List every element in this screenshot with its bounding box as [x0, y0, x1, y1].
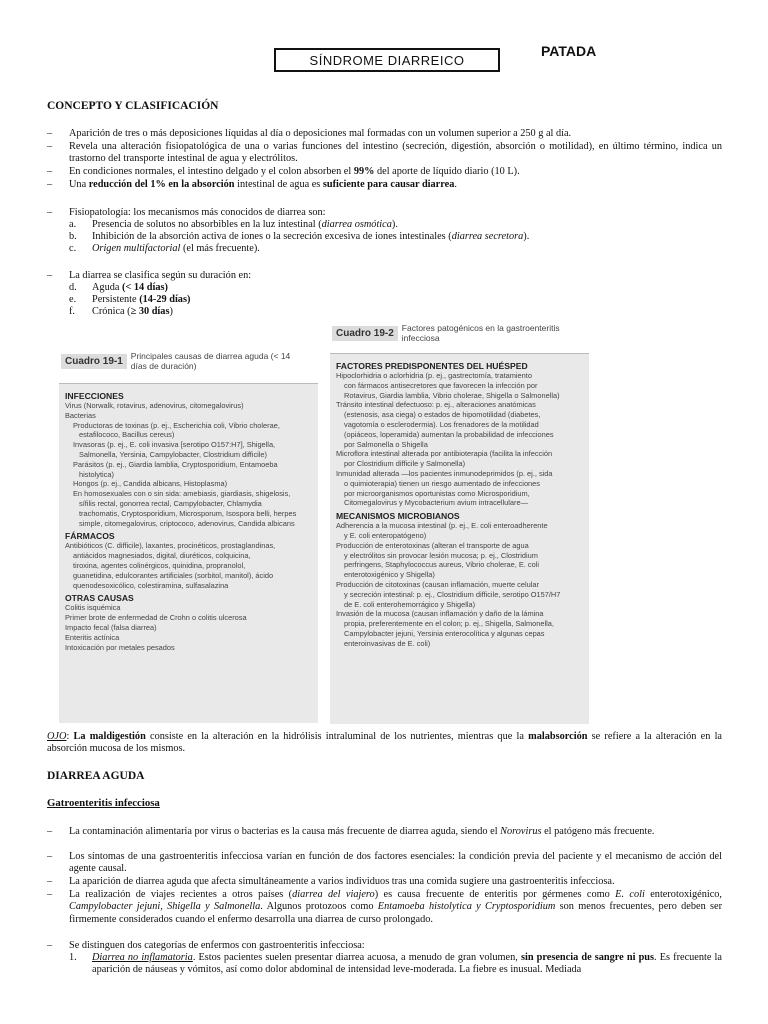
- bullet-dash: –: [47, 128, 53, 139]
- table-number: Cuadro 19-1: [61, 354, 127, 369]
- table-row: Salmonella, Yersinia, Campylobacter, Clostridium difficile): [79, 449, 267, 459]
- table-section-heading: MECANISMOS MICROBIANOS: [336, 511, 460, 522]
- table-section-heading: INFECCIONES: [65, 391, 124, 401]
- sub-label: b.: [69, 231, 77, 242]
- list-item: La realización de viajes recientes a otros países (diarrea del viajero) es causa frecuente de enteritis por gérmenes como E. coli enterotoxigénico, Campylobacter jejuni, Shigella y Salmonella. Algunos protozoos como Entamoeba histolytica y Cryptosporidium son menos frecuentes, pero deben ser firmemente considerados cuando el enfermo desarrolla una diarrea de curso prolongado.: [69, 889, 722, 925]
- table-row: Adherencia a la mucosa intestinal (p. ej., E. coli enteroadherente: [336, 521, 548, 531]
- bullet-dash: –: [47, 141, 53, 152]
- table-row: Inmunidad alterada —los pacientes inmunodeprimidos (p. ej., sida: [336, 468, 553, 478]
- bullet-dash: –: [47, 270, 53, 281]
- bullet-dash: –: [47, 826, 53, 837]
- table-header: [330, 321, 589, 354]
- table-row: (estenosis, asa ciega) o estados de hipomotilidad (diabetes,: [344, 410, 541, 420]
- table-title: Factores patogénicos en la gastroenteritis infecciosa: [401, 323, 560, 343]
- table-row: guanetidina, edulcorantes artificiales (sorbitol, manitol), ácido: [73, 570, 274, 580]
- table-row: Parásitos (p. ej., Giardia lamblia, Cryptosporidium, Entamoeba: [73, 459, 278, 469]
- table-row: trachomatis, Cryptosporidium, Microsporum, Isospora belli, herpes: [79, 508, 297, 518]
- table-row: Microflora intestinal alterada por antibioterapia (facilita la infección: [336, 449, 553, 459]
- table-row: Rotavirus, Giardia lamblia, Vibrio cholerae, Shigella o Salmonella): [344, 390, 560, 400]
- table-body: [330, 354, 589, 653]
- table-row: Enteritis actínica: [65, 632, 120, 642]
- table-section-heading: FÁRMACOS: [65, 531, 115, 542]
- table-row: quenodesoxicólico, colestiramina, sulfasalazina: [73, 580, 229, 590]
- sub-item: Diarrea no inflamatoria. Estos pacientes suelen presentar diarrea acuosa, a menudo de gran volumen, sin presencia de sangre ni pus. Es frecuente la aparición de náuseas y vómitos, así como dolor abdominal de intensidad leve-moderada. La fiebre es inusual. Mediada: [92, 952, 722, 976]
- table-row: y electrólitos sin provocar lesión mucosa; p. ej., Clostridium: [344, 550, 538, 560]
- table-row: enteroinvasivas de E. coli): [344, 638, 431, 648]
- table-row: enterotoxigénico y Shigella): [344, 570, 435, 580]
- table-row: vagotomía o esclerodermia). Los frenadores de la motilidad: [344, 419, 539, 429]
- table-row: propia, preferentemente en el colon; p. ej., Shigella, Salmonella,: [344, 619, 554, 629]
- sub-label: c.: [69, 243, 77, 254]
- subsection-heading: Gatroenteritis infecciosa: [47, 797, 160, 809]
- section-heading-acute: DIARREA AGUDA: [47, 770, 145, 782]
- table-header: [59, 349, 318, 384]
- list-item: La contaminación alimentaria por virus o bacterias es la causa más frecuente de diarrea aguda, siendo el Norovirus el patógeno más frecuente.: [69, 826, 655, 837]
- list-item: La diarrea se clasifica según su duración en:: [69, 270, 252, 281]
- sub-label: e.: [69, 294, 77, 305]
- table-section-heading: OTRAS CAUSAS: [65, 593, 134, 604]
- table-row: Invasión de la mucosa (causan inflamación y daño de la lámina: [336, 609, 544, 619]
- table-row: Productoras de toxinas (p. ej., Escherichia coli, Vibrio cholerae,: [73, 420, 280, 430]
- section-heading-concept: CONCEPTO Y CLASIFICACIÓN: [47, 100, 219, 112]
- table-row: estafilococo, Bacillus cereus): [79, 430, 175, 440]
- bullet-dash: –: [47, 940, 53, 951]
- list-item: Revela una alteración fisiopatológica de una o varias funciones del intestino (secreción, digestión, absorción o motilidad), en último término, indica un trastorno del transporte intestinal de agua y electrólitos.: [69, 141, 722, 165]
- table-row: Tránsito intestinal defectuoso: p. ej., alteraciones anatómicas: [336, 400, 536, 410]
- table-number: Cuadro 19-2: [332, 326, 398, 341]
- sub-label: 1.: [69, 952, 77, 963]
- table-row: histolytica): [79, 469, 114, 479]
- sub-item: Inhibición de la absorción activa de iones o la secreción excesiva de iones intestinales (diarrea secretora).: [92, 231, 530, 242]
- table-section-heading: FACTORES PREDISPONENTES DEL HUÉSPED: [336, 361, 528, 371]
- table-row: perfringens, Staphylococcus aureus, Vibrio cholerae, E. coli: [344, 560, 540, 570]
- list-item: Aparición de tres o más deposiciones líquidas al día o deposiciones mal formadas con un volumen superior a 250 g al día.: [69, 128, 572, 139]
- table-cuadro-19-2: [330, 321, 589, 724]
- list-item: Fisiopatología: los mecanismos más conocidos de diarrea son:: [69, 207, 326, 218]
- table-row: de E. coli enterohemorrágico y Shigella): [344, 599, 476, 609]
- table-row: o quimioterapia) tienen un riesgo aumentado de infecciones: [344, 478, 540, 488]
- table-row: En homosexuales con o sin sida: amebiasis, giardiasis, shigelosis,: [73, 489, 291, 499]
- sub-label: d.: [69, 282, 77, 293]
- bullet-dash: –: [47, 851, 53, 862]
- table-row: Impacto fecal (falsa diarrea): [65, 622, 157, 632]
- table-row: por microorganismos oportunistas como Microsporidium,: [344, 488, 530, 498]
- list-item: Una reducción del 1% en la absorción intestinal de agua es suficiente para causar diarrea.: [69, 179, 457, 190]
- sub-item: Aguda (< 14 días): [92, 282, 168, 293]
- table-cuadro-19-1: [59, 349, 318, 723]
- sub-item: Presencia de solutos no absorbibles en la luz intestinal (diarrea osmótica).: [92, 219, 398, 230]
- table-row: con fármacos antisecretores que favorecen la infección por: [344, 380, 538, 390]
- table-row: simple, citomegalovirus, criptococo, adenovirus, Candida albicans: [79, 518, 295, 528]
- bullet-dash: –: [47, 207, 53, 218]
- table-row: Antibióticos (C. difficile), laxantes, procinéticos, prostaglandinas,: [65, 541, 276, 551]
- table-row: Colitis isquémica: [65, 603, 121, 613]
- bullet-dash: –: [47, 179, 53, 190]
- document-title: SÍNDROME DIARREICO: [274, 48, 500, 72]
- list-item: Los síntomas de una gastroenteritis infecciosa varían en función de dos factores esenciales: la condición previa del paciente y el mecanismo de acción del agente causal.: [69, 851, 722, 875]
- sub-item: Crónica (≥ 30 días): [92, 306, 173, 317]
- bullet-dash: –: [47, 889, 53, 900]
- table-row: por Clostridium difficile y Salmonella): [344, 459, 466, 469]
- list-item: En condiciones normales, el intestino delgado y el colon absorben el 99% del aporte de líquido diario (10 L).: [69, 166, 520, 177]
- table-row: Hongos (p. ej., Candida albicans, Histoplasma): [73, 479, 228, 489]
- table-row: Virus (Norwalk, rotavirus, adenovirus, citomegalovirus): [65, 401, 244, 410]
- table-row: y secreción intestinal: p. ej., Clostridium difficile, serotipo O157/H7: [344, 589, 561, 599]
- list-item: La aparición de diarrea aguda que afecta simultáneamente a varios individuos tras una comida sugiere una gastroenteritis infecciosa.: [69, 876, 615, 887]
- header-tag: PATADA: [541, 43, 597, 59]
- sub-label: f.: [69, 306, 76, 317]
- sub-item: Origen multifactorial (el más frecuente).: [92, 243, 260, 254]
- table-row: tiroxina, agentes colinérgicos, quinidina, propranolol,: [73, 560, 246, 570]
- table-row: y E. coli enteropatógeno): [344, 530, 427, 540]
- table-row: Producción de enterotoxinas (alteran el transporte de agua: [336, 540, 529, 550]
- table-row: Campylobacter jejuni, Yersinia enterocolítica y algunas cepas: [344, 628, 545, 638]
- table-row: Hipoclorhidria o aclorhidria (p. ej., gastrectomía, tratamiento: [336, 371, 532, 380]
- table-row: antiácidos magnesiados, digital, diuréticos, colquicina,: [73, 551, 251, 561]
- sub-item: Persistente (14-29 días): [92, 294, 191, 305]
- table-row: Intoxicación por metales pesados: [65, 642, 175, 652]
- table-row: sífilis rectal, gonorrea rectal, Campylobacter, Chlamydia: [79, 498, 262, 508]
- table-body: [59, 384, 318, 656]
- table-row: Producción de citotoxinas (causan inflamación, muerte celular: [336, 579, 539, 589]
- table-row: Primer brote de enfermedad de Crohn o colitis ulcerosa: [65, 613, 247, 623]
- bullet-dash: –: [47, 876, 53, 887]
- table-row: Invasoras (p. ej., E. coli invasiva [serotipo O157:H7], Shigella,: [73, 440, 276, 450]
- table-row: Bacterias: [65, 410, 96, 420]
- table-title: Principales causas de diarrea aguda (< 14 días de duración): [130, 351, 291, 371]
- table-row: Citomegalovirus y Mycobacterium avium intracellulare—: [344, 498, 529, 508]
- table-row: por Salmonella o Shigella: [344, 439, 428, 449]
- ojo-note: OJO: La maldigestión consiste en la alteración en la hidrólisis intraluminal de los nutrientes, mientras que la malabsorción se refiere a la alteración en la absorción mucosa de los mismos.: [47, 731, 723, 755]
- sub-label: a.: [69, 219, 77, 230]
- bullet-dash: –: [47, 166, 53, 177]
- list-item: Se distinguen dos categorías de enfermos con gastroenteritis infecciosa:: [69, 940, 365, 951]
- table-row: (opiáceos, loperamida) aumentan la probabilidad de infecciones: [344, 429, 554, 439]
